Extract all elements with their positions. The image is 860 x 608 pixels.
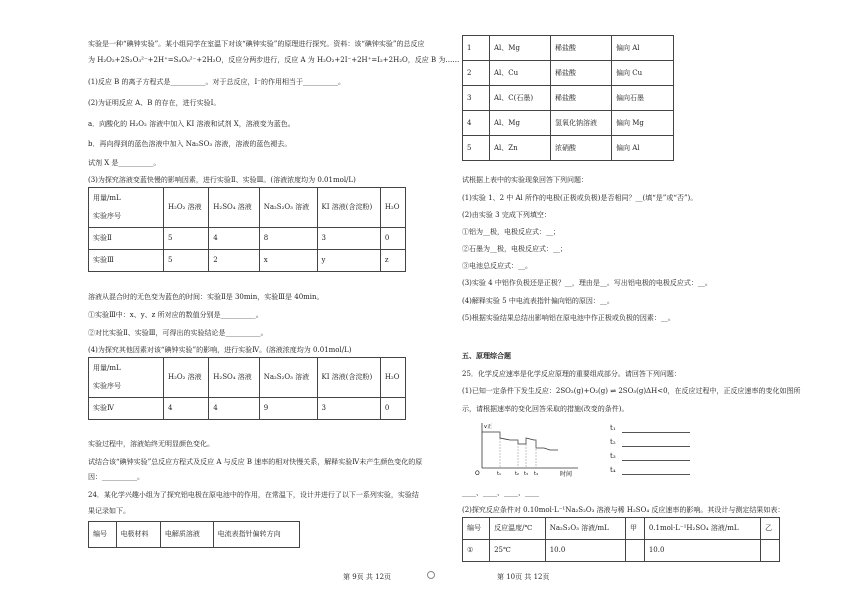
table-header-cell: 0.1mol·L⁻¹H₂SO₄ 溶液/mL: [644, 518, 760, 540]
table-cell: ①: [463, 540, 490, 562]
table-cell: [761, 540, 780, 562]
header-ki: KI 溶液(含淀粉): [317, 188, 380, 228]
answer-xyz: ①实验Ⅲ中：x、y、z 所对应的数值分别是__________。: [88, 311, 263, 319]
explain-line-1: 试结合该“碘钟实验”总反应方程式及反应 A 与反应 B 速率的相对快慢关系，解释实验Ⅳ未产生颜色变化的原: [88, 458, 423, 466]
tick-label: t₂: [515, 471, 519, 477]
table-cell: 氢氧化钠溶液: [551, 111, 612, 136]
tick-label: t₁: [497, 471, 501, 477]
q-25-2: (2)探究反应条件对 0.10mol·L⁻¹Na₂S₂O₃ 溶液与稀 H₂SO₄ 反应速率的影响。其设计与测定结果如表：: [462, 506, 785, 514]
blank-answers: ____、____、____、____: [462, 489, 539, 497]
rate-time-graph: [474, 420, 584, 478]
table-cell: 9: [259, 398, 317, 420]
rate-table: [462, 517, 780, 562]
table-header-cell: 反应温度/℃: [490, 518, 546, 540]
table-header-cell: 编号: [89, 522, 117, 548]
q-2-3: ③电池总反应式：__。: [462, 262, 532, 270]
table-cell: 实验Ⅳ: [89, 398, 164, 420]
table-header-cell: 电流表指针偏转方向: [213, 522, 299, 548]
table-cell: [625, 540, 644, 562]
table-cell: 4: [164, 398, 209, 420]
intro-line-1: 实验是一种“碘钟实验”。某小组同学在室温下对该“碘钟实验”的原理进行探究。资料：该“碘钟实验”的总反应: [88, 40, 425, 48]
page-number-left: 第 9页 共 12页: [343, 573, 392, 581]
table-cell: 稀盐酸: [551, 36, 612, 61]
header-usage: 用量/mL: [93, 364, 121, 373]
tick-label: t₄: [534, 471, 538, 477]
intro-line-2: 为 H₂O₂+2S₂O₃²⁻+2H⁺=S₄O₆²⁻+2H₂O，反应分两步进行，反应 A 为 H₂O₂+2I⁻+2H⁺=I₂+2H₂O，反应 B 为……: [88, 56, 460, 64]
table-cell: x: [259, 250, 317, 272]
q-25-1-line-2: 示，请根据速率的变化回答采取的措施(改变的条件)。: [462, 405, 629, 413]
table-cell: 3: [317, 228, 380, 250]
table-cell: 稀盐酸: [551, 86, 612, 111]
table-cell: 浓硝酸: [551, 136, 612, 161]
table-header-cell: 电解质溶液: [160, 522, 213, 548]
table-cell: 3: [463, 86, 490, 111]
table-cell: 10.0: [545, 540, 625, 562]
table-cell: 3: [317, 398, 380, 420]
experiment-table-2: [88, 357, 406, 420]
table-cell: 1: [463, 36, 490, 61]
table-cell: 5: [164, 228, 209, 250]
answer-line: [622, 474, 690, 475]
table-header-cell: 甲: [625, 518, 644, 540]
question-4: (4)为探究其他因素对该“碘钟实验”的影响，进行实验Ⅳ。(溶液浓度均为 0.01mol/L): [88, 346, 352, 354]
q-1: (1)实验 1、2 中 Al 所作的电极(正极或负极)是否相同？__(填“是”或“否”)。: [462, 194, 698, 202]
header-ki: KI 溶液(含淀粉): [317, 358, 380, 398]
table-cell: 5: [164, 250, 209, 272]
table-cell: 2: [463, 61, 490, 86]
q-4: (4)解释实验 5 中电流表指针偏向铝的原因：__。: [462, 297, 614, 305]
table-cell: 0: [380, 398, 405, 420]
table-header-cell: 编号: [463, 518, 490, 540]
x-axis-label: 时间: [560, 471, 573, 478]
header-seq: 实验序号: [93, 381, 121, 390]
table-cell: Al、C(石墨): [490, 86, 551, 111]
table-header-cell: 乙: [761, 518, 780, 540]
answer-line: [622, 432, 690, 433]
observation: 实验过程中，溶液始终无明显颜色变化。: [88, 440, 214, 448]
table-cell: Al、Cu: [490, 61, 551, 86]
section-heading: 五、原理综合题: [462, 352, 511, 360]
t-label: t₄: [610, 466, 616, 474]
table-cell: Al、Mg: [490, 36, 551, 61]
question-1: (1)反应 B 的离子方程式是__________。对于总反应，I⁻的作用相当于__________。: [88, 78, 345, 86]
explain-line-2: 因：__________。: [88, 473, 144, 481]
table-cell: 偏向 Cu: [612, 61, 674, 86]
header-na2s2o3: Na₂S₂O₃ 溶液: [259, 188, 317, 228]
table-cell: 5: [463, 136, 490, 161]
table-cell: 实验Ⅲ: [89, 250, 164, 272]
question-2: (2)为证明反应 A、B 的存在，进行实验Ⅰ。: [88, 99, 221, 107]
q-2: (2)由实验 3 完成下列填空：: [462, 211, 551, 219]
table-cell: Al、Zn: [490, 136, 551, 161]
question-3: (3)为探究溶液变蓝快慢的影响因素，进行实验Ⅱ、实验Ⅲ。(溶液浓度均为 0.01mol/L): [88, 176, 356, 184]
header-h2o: H₂O: [380, 188, 405, 228]
table-cell: 2: [209, 250, 259, 272]
binding-hole-icon: [427, 571, 435, 579]
table-cell: 偏向石墨: [612, 86, 674, 111]
step-a: a．向酸化的 H₂O₂ 溶液中加入 KI 溶液和试剂 X，溶液变为蓝色。: [88, 120, 295, 128]
header-h2o: H₂O: [380, 358, 405, 398]
question-24-line-1: 24．某化学兴趣小组为了探究铝电极在原电池中的作用，在常温下，设计并进行了以下一系列实验，实验结: [88, 491, 419, 499]
tick-label: t₃: [524, 471, 528, 477]
table-header-cell: 电极材料: [116, 522, 160, 548]
question-24-line-2: 果记录如下。: [88, 507, 130, 515]
q-3: (3)实验 4 中铝作负极还是正极？__，理由是__。写出铝电极的电极反应式：__。: [462, 279, 712, 287]
table-cell: 实验Ⅱ: [89, 228, 164, 250]
conclusion: ②对比实验Ⅱ、实验Ⅲ，可得出的实验结论是__________。: [88, 329, 268, 337]
q-2-1: ①铝为__极，电极反应式：__；: [462, 228, 560, 236]
table-cell: 0: [380, 228, 405, 250]
table-cell: 偏向 Mg: [612, 111, 674, 136]
header-seq: 实验序号: [93, 211, 121, 220]
t-label: t₁: [610, 424, 616, 432]
electrode-table-header: [88, 521, 300, 548]
header-h2o2: H₂O₂ 溶液: [164, 188, 209, 228]
table-cell: Al、Mg: [490, 111, 551, 136]
q-5: (5)根据实验结果总结出影响铝在原电池中作正极或负极的因素：__。: [462, 314, 675, 322]
table-cell: 4: [209, 228, 259, 250]
table-cell: y: [317, 250, 380, 272]
q-25: 25．化学反应速率是化学反应原理的重要组成部分。请回答下列问题：: [462, 370, 681, 378]
q-2-2: ②石墨为__极，电极反应式：__；: [462, 245, 567, 253]
answer-line: [622, 446, 690, 447]
table-cell: 偏向 Al: [612, 36, 674, 61]
answer-line: [622, 460, 690, 461]
header-usage: 用量/mL: [93, 194, 121, 203]
header-h2so4: H₂SO₄ 溶液: [209, 358, 259, 398]
table-cell: 偏向 Al: [612, 136, 674, 161]
q-25-1-line-1: (1)已知一定条件下发生反应：2SO₂(g)+O₂(g) ⇌ 2SO₃(g)ΔH<0，在反应过程中，正反应速率的变化如图所: [462, 387, 801, 395]
reagent-x: 试剂 X 是__________。: [88, 159, 161, 167]
table-cell: 25℃: [490, 540, 546, 562]
experiment-table-1: [88, 187, 406, 272]
table-cell: z: [380, 250, 405, 272]
table-cell: 4: [209, 398, 259, 420]
table-cell: 4: [463, 111, 490, 136]
time-result: 溶液从混合时的无色变为蓝色的时间：实验Ⅱ是 30min，实验Ⅲ是 40min。: [88, 293, 324, 301]
table-cell: 8: [259, 228, 317, 250]
header-na2s2o3: Na₂S₂O₃ 溶液: [259, 358, 317, 398]
table-cell: 10.0: [644, 540, 760, 562]
header-h2o2: H₂O₂ 溶液: [164, 358, 209, 398]
table-cell: 稀盐酸: [551, 61, 612, 86]
origin-label: O: [475, 470, 480, 477]
electrode-table-rows: [462, 35, 674, 161]
step-b: b．再向得到的蓝色溶液中加入 Na₂SO₃ 溶液，溶液的蓝色褪去。: [88, 140, 292, 148]
page-number-right: 第 10页 共 12页: [497, 573, 550, 581]
t-label: t₃: [610, 452, 616, 460]
header-h2so4: H₂SO₄ 溶液: [209, 188, 259, 228]
instruction: 试根据上表中的实验现象回答下列问题：: [462, 176, 588, 184]
y-axis-label: v正: [484, 424, 492, 430]
table-header-cell: Na₂S₂O₃ 溶液/mL: [545, 518, 625, 540]
t-label: t₂: [610, 438, 616, 446]
